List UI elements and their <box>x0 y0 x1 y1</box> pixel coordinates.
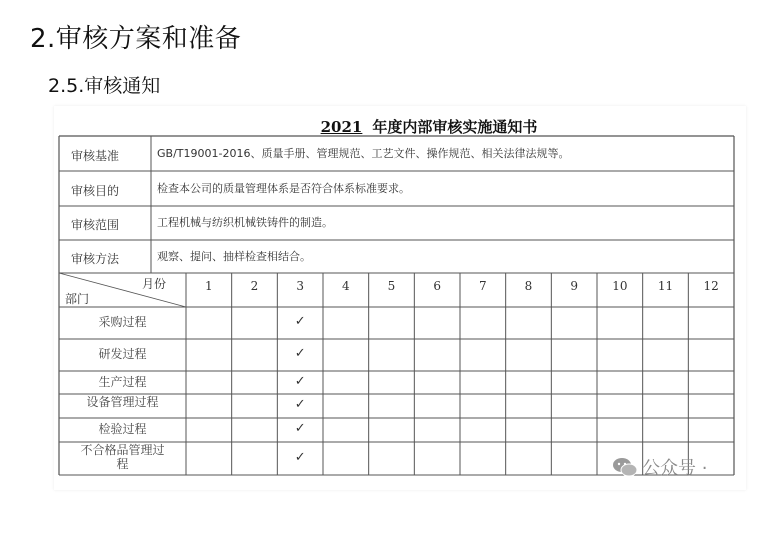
month-header: 4 <box>342 279 350 293</box>
department-label: 不合格品管理过程 <box>80 443 165 471</box>
month-header: 10 <box>612 279 628 293</box>
info-row-label: 审核基准 <box>71 148 120 163</box>
department-label: 生产过程 <box>98 374 147 389</box>
info-row-label: 审核目的 <box>71 183 120 198</box>
check-mark: ✓ <box>294 421 306 436</box>
corner-dept-label: 部门 <box>65 292 90 306</box>
month-header: 12 <box>703 279 719 293</box>
check-mark: ✓ <box>294 373 306 389</box>
title-year: 2021 <box>320 118 363 136</box>
department-label: 设备管理过程 <box>86 395 159 409</box>
check-mark: ✓ <box>294 449 306 465</box>
info-row-label: 审核范围 <box>71 218 120 232</box>
month-header: 3 <box>296 279 304 293</box>
month-header: 8 <box>524 279 533 293</box>
watermark-text: 公众号 · <box>642 458 708 479</box>
month-header: 6 <box>433 279 441 293</box>
department-label: 采购过程 <box>98 315 147 329</box>
month-header: 5 <box>387 279 396 293</box>
month-header: 9 <box>570 279 578 293</box>
month-header: 1 <box>205 279 213 293</box>
month-header: 11 <box>657 279 674 293</box>
month-header: 2 <box>250 279 259 293</box>
check-mark: ✓ <box>294 397 306 412</box>
department-label: 研发过程 <box>98 347 147 361</box>
subsection-heading: 2.5.审核通知 <box>48 75 161 97</box>
section-heading: 2.审核方案和准备 <box>30 24 242 54</box>
info-row-value: 检查本公司的质量管理体系是否符合体系标准要求。 <box>157 181 410 195</box>
info-row-value: 观察、提问、抽样检查相结合。 <box>157 249 311 263</box>
info-row-value: 工程机械与纺织机械铁铸件的制造。 <box>157 216 333 229</box>
info-row-value: GB/T19001-2016、质量手册、管理规范、工艺文件、操作规范、相关法律法规等。 <box>157 146 570 160</box>
check-mark: ✓ <box>294 346 306 361</box>
watermark <box>612 454 707 480</box>
title-text: 年度内部审核实施通知书 <box>372 118 538 136</box>
month-header: 7 <box>479 279 487 293</box>
info-row-label: 审核方法 <box>71 251 120 266</box>
department-label: 检验过程 <box>98 422 147 436</box>
corner-month-label: 月份 <box>142 277 167 291</box>
wechat-icon <box>612 457 638 477</box>
check-mark: ✓ <box>294 314 306 329</box>
audit-notice-sheet <box>54 106 746 490</box>
